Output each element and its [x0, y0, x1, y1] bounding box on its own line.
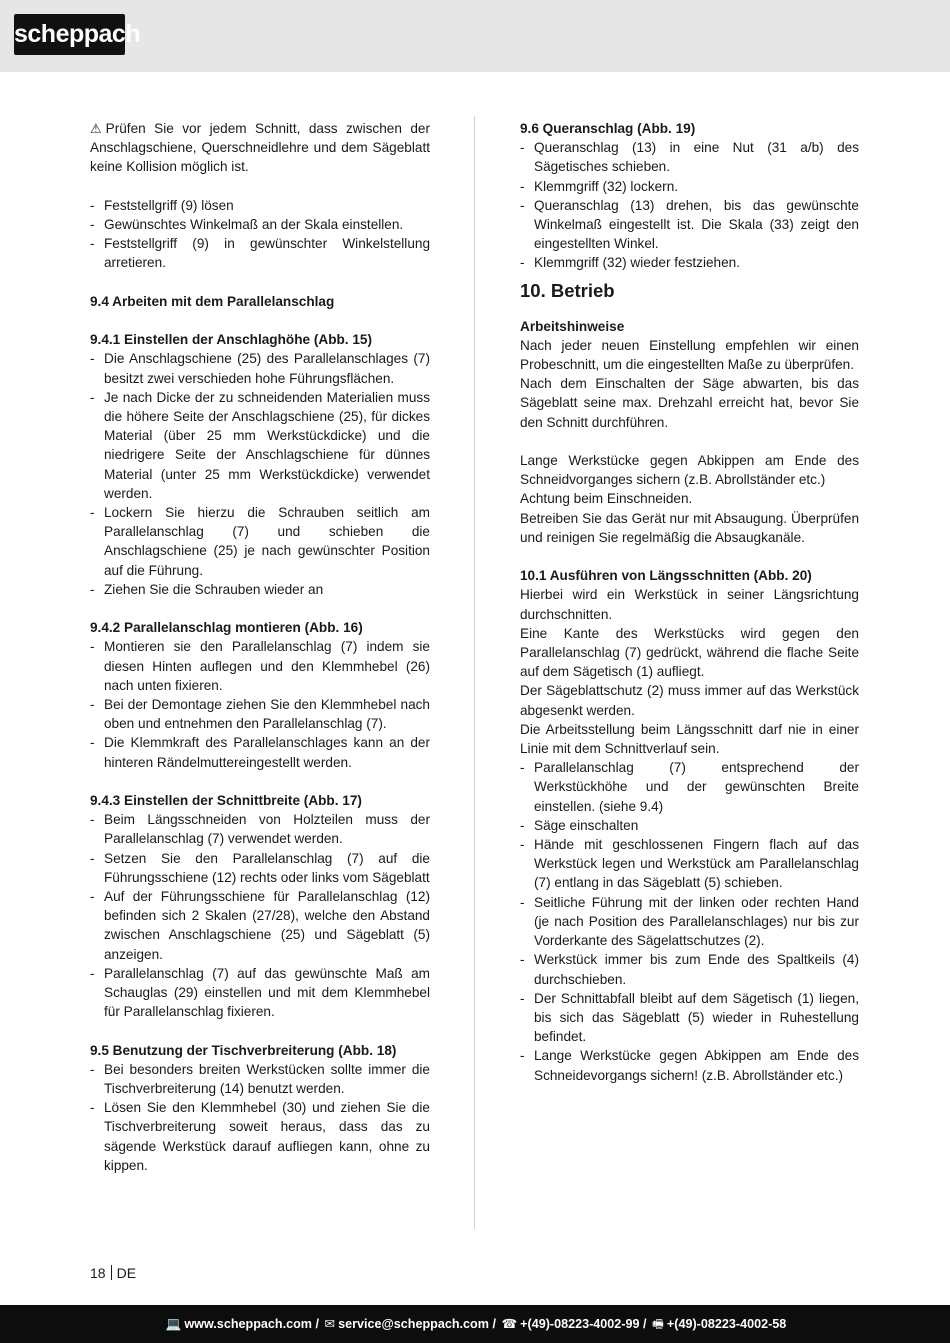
list-item: - Feststellgriff (9) in gewünschter Winkelstellung arretieren.: [90, 234, 430, 272]
list-item: - Gewünschtes Winkelmaß an der Skala einstellen.: [90, 215, 430, 234]
section-heading-10-1: 10.1 Ausführen von Längsschnitten (Abb. 20): [520, 568, 812, 584]
list-item: - Lange Werkstücke gegen Abkippen am Ende des Schneidevorgangs sichern! (z.B. Abrollständer etc.): [520, 1046, 859, 1084]
section-9-5-list: [90, 1060, 430, 1175]
list-item: - Lockern Sie hierzu die Schrauben seitlich am Parallelanschlag (7) und schieben die Anschlagschiene (25) je nach gewünschter Position auf die Führung.: [90, 503, 430, 580]
paragraph: Die Arbeitsstellung beim Längsschnitt darf nie in einer Linie mit dem Schnittverlauf sein.: [520, 721, 859, 757]
section-10-1-list: [520, 758, 859, 1084]
list-item: - Ziehen Sie die Schrauben wieder an: [90, 580, 430, 599]
section-heading-9-4: 9.4 Arbeiten mit dem Parallelanschlag: [90, 293, 335, 309]
paragraph: Hierbei wird ein Werkstück in seiner Längsrichtung durchschnitten.: [520, 587, 859, 622]
left-column: [90, 119, 430, 1175]
list-item: - Werkstück immer bis zum Ende des Spaltkeils (4) durchschieben.: [520, 950, 859, 988]
list-item: - Der Schnittabfall bleibt auf dem Sägetisch (1) liegen, bis sich das Sägeblatt (5) wieder in Ruhestellung befindet.: [520, 989, 859, 1047]
warning-icon: ⚠: [90, 121, 102, 136]
list-item: - Queranschlag (13) in eine Nut (31 a/b) des Sägetisches schieben.: [520, 138, 859, 176]
list-item: - Hände mit geschlossenen Fingern flach auf das Werkstück legen und Werkstück am Parallelanschlag (7) entlang in das Sägeblatt (5) schieben.: [520, 835, 859, 893]
phone-icon: ☎: [501, 1317, 518, 1331]
list-item: - Setzen Sie den Parallelanschlag (7) auf die Führungsschiene (12) rechts oder links vom Sägeblatt: [90, 849, 430, 887]
list-item: - Queranschlag (13) drehen, bis das gewünschte Winkelmaß eingestellt ist. Die Skala (33) zeigt den eingestellten Winkel.: [520, 196, 859, 254]
page-header: [0, 0, 950, 72]
section-heading-9-4-1: 9.4.1 Einstellen der Anschlaghöhe (Abb. 15): [90, 332, 373, 348]
paragraph: Der Sägeblattschutz (2) muss immer auf das Werkstück abgesenkt werden.: [520, 683, 859, 718]
list-item: - Parallelanschlag (7) entsprechend der Werkstückhöhe und der gewünschten Breite einstellen. (siehe 9.4): [520, 758, 859, 816]
fax-icon: 🖷: [652, 1317, 664, 1331]
page-number-separator: [111, 1265, 112, 1280]
scheppach-logo: scheppach: [14, 14, 125, 55]
list-item: - Feststellgriff (9) lösen: [90, 196, 430, 215]
list-item: - Montieren sie den Parallelanschlag (7) indem sie diesen Hinten auflegen und den Klemmhebel (26) nach unten fixieren.: [90, 637, 430, 695]
paragraph: Lange Werkstücke gegen Abkippen am Ende des Schneidvorganges sichern (z.B. Abrollständer etc.): [520, 453, 859, 488]
paragraph: Betreiben Sie das Gerät nur mit Absaugung. Überprüfen und reinigen Sie regelmäßig die Absaugkanäle.: [520, 510, 859, 545]
column-divider: [474, 116, 475, 1229]
hints-heading: Arbeitshinweise: [520, 318, 625, 334]
mail-icon: ✉: [324, 1317, 336, 1331]
paragraph: Nach dem Einschalten der Säge abwarten, bis das Sägeblatt seine max. Drehzahl erreicht hat, bevor Sie den Schnitt durchführen.: [520, 376, 859, 430]
list-item: - Beim Längsschneiden von Holzteilen muss der Parallelanschlag (7) verwendet werden.: [90, 810, 430, 848]
paragraph: Nach jeder neuen Einstellung empfehlen wir einen Probeschnitt, um die eingestellten Maße zu überprüfen.: [520, 337, 859, 373]
list-item: - Bei besonders breiten Werkstücken sollte immer die Tischverbreiterung (14) benutzt werden.: [90, 1060, 430, 1098]
right-column: [520, 119, 859, 1085]
section-heading-9-5: 9.5 Benutzung der Tischverbreiterung (Abb. 18): [90, 1042, 397, 1058]
page-footer: [0, 1305, 950, 1343]
paragraph: Achtung beim Einschneiden.: [520, 491, 693, 507]
list-item: - Bei der Demontage ziehen Sie den Klemmhebel nach oben und entnehmen den Parallelanschlag (7).: [90, 695, 430, 733]
section-9-6-list: [520, 138, 859, 272]
list-item: - Parallelanschlag (7) auf das gewünschte Maß am Schauglas (29) einstellen und mit dem Klemmhebel für Parallelanschlag fixieren.: [90, 964, 430, 1022]
paragraph: Eine Kante des Werkstücks wird gegen den Parallelanschlag (7) gedrückt, während die flache Seite auf dem Sägetisch (1) aufliegt.: [520, 625, 859, 680]
computer-icon: 💻: [165, 1317, 182, 1331]
section-9-4-2-list: [90, 637, 430, 771]
list-item: - Seitliche Führung mit der linken oder rechten Hand (je nach Position des Parallelanschlages) nur bis zur Vorderkante des Sägelattschutzes (2).: [520, 893, 859, 951]
list-item: - Klemmgriff (32) wieder festziehen.: [520, 253, 859, 272]
footer-phone: +(49)-08223-4002-99 /: [520, 1317, 647, 1331]
chapter-heading-10: 10. Betrieb: [520, 279, 615, 301]
list-item: - Die Anschlagschiene (25) des Parallelanschlages (7) besitzt zwei verschieden hohe Führungsflächen.: [90, 349, 430, 387]
list-item: - Klemmgriff (32) lockern.: [520, 177, 859, 196]
list-item: - Auf der Führungsschiene für Parallelanschlag (12) befinden sich 2 Skalen (27/28), welche den Abstand zwischen Anschlagschiene (25) und Sägeblatt (5) anzeigen.: [90, 887, 430, 964]
steps-list: [90, 196, 430, 273]
section-9-4-1-list: [90, 349, 430, 599]
footer-fax: +(49)-08223-4002-58: [666, 1317, 787, 1331]
list-item: - Lösen Sie den Klemmhebel (30) und ziehen Sie die Tischverbreiterung soweit heraus, dass das zu sägende Werkstück darauf aufliegen kann, ohne zu kippen.: [90, 1098, 430, 1175]
footer-website: www.scheppach.com /: [184, 1317, 319, 1331]
list-item: - Die Klemmkraft des Parallelanschlages kann an der hinteren Rändelmuttereingestellt werden.: [90, 733, 430, 771]
section-heading-9-4-2: 9.4.2 Parallelanschlag montieren (Abb. 16): [90, 620, 363, 636]
list-item: - Je nach Dicke der zu schneidenden Materialien muss die höhere Seite der Anschlagschiene (25), für dickes Material (über 25 mm Werkstückdicke) und die niedrigere Seite der Anschlagschiene für dünnes Material (unter 25 mm Werkstückdicke) verwendet werden.: [90, 388, 430, 503]
page-number: 18 DE: [90, 1265, 137, 1281]
warning-paragraph: ⚠ Prüfen Sie vor jedem Schnitt, dass zwischen der Anschlagschiene, Querschneidlehre und dem Sägeblatt keine Kollision möglich ist.: [90, 121, 430, 175]
footer-email: service@scheppach.com /: [338, 1317, 496, 1331]
section-heading-9-6: 9.6 Queranschlag (Abb. 19): [520, 121, 696, 136]
section-9-4-3-list: [90, 810, 430, 1021]
list-item: - Säge einschalten: [520, 816, 859, 835]
section-heading-9-4-3: 9.4.3 Einstellen der Schnittbreite (Abb. 17): [90, 793, 362, 809]
